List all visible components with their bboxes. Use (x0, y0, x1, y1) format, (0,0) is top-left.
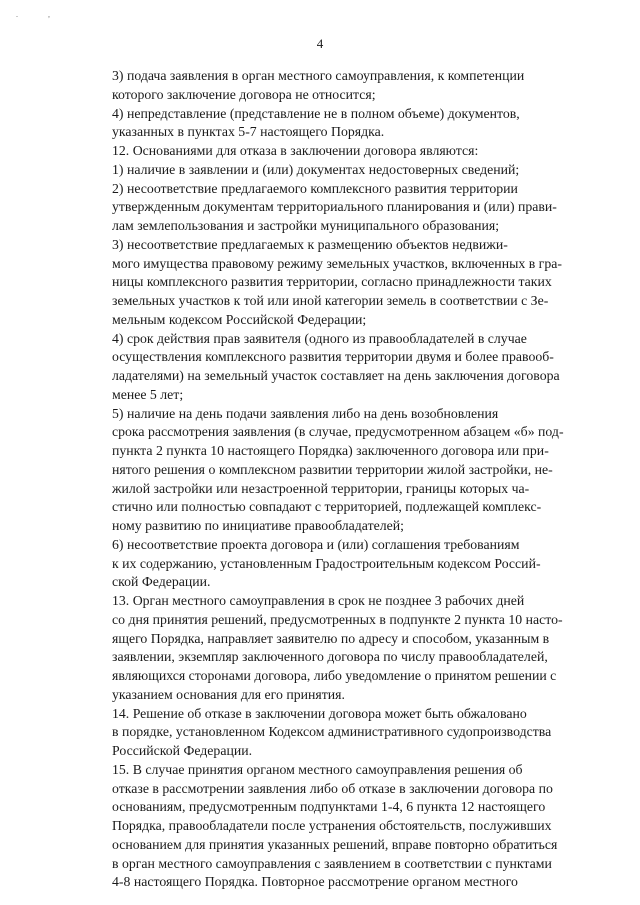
document-body-text: 3) подача заявления в орган местного самоуправления, к компетенции которого заключение договора не относится; 4) непредставление (представление не в полном объеме) документов, указанных в пунктах 5-7 настоящего Порядка. 12. Основаниями для отказа в заключении договора являются: 1) наличие в заявлении и (или) документах недостоверных сведений; 2) несоответствие предлагаемого комплексного развития территории утвержденным документам территориального планирования и (или) прави- лам землепользования и застройки муниципального образования; 3) несоответствие предлагаемых к размещению объектов недвижи- мого имущества правовому режиму земельных участков, включенных в гра- ницы комплексного развития территории, согласно принадлежности таких земельных участков к той или иной категории земель в соответствии с Зе- мельным кодексом Российской Федерации; 4) срок действия прав заявителя (одного из правообладателей в случае осуществления комплексного развития территории двумя и более правооб- ладателями) на земельный участок составляет на день заключения договора менее 5 лет; 5) наличие на день подачи заявления либо на день возобновления срока рассмотрения заявления (в случае, предусмотренном абзацем «б» под- пункта 2 пункта 10 настоящего Порядка) заключенного договора или при- нятого решения о комплексном развитии территории жилой застройки, не- жилой застройки или незастроенной территории, границы которых ча- стично или полностью совпадают с территорией, подлежащей комплекс- ному развитию по инициативе правообладателей; 6) несоответствие проекта договора и (или) соглашения требованиям к их содержанию, установленным Градостроительным кодексом Россий- ской Федерации. 13. Орган местного самоуправления в срок не позднее 3 рабочих дней со дня принятия решений, предусмотренных в подпункте 2 пункта 10 насто- ящего Порядка, направляет заявителю по адресу и способом, указанным в заявлении, экземпляр заключенного договора по числу правообладателей, являющихся сторонами договора, либо уведомление о принятом решении с указанием основания для его принятия. 14. Решение об отказе в заключении договора может быть обжаловано в порядке, установленном Кодексом административного судопроизводства Российской Федерации. 15. В случае принятия органом местного самоуправления решения об отказе в рассмотрении заявления либо об отказе в заключении договора по основаниям, предусмотренным подпунктами 1-4, 6 пункта 12 настоящего Порядка, правообладатели после устранения обстоятельств, послуживших основанием для принятия указанных решений, вправе повторно обратиться в орган местного самоуправления с заявлением в соответствии с пунктами 4-8 настоящего Порядка. Повторное рассмотрение органом местного (112, 68, 564, 890)
corner-mark: . , (16, 10, 64, 19)
page-number: 4 (316, 36, 324, 51)
